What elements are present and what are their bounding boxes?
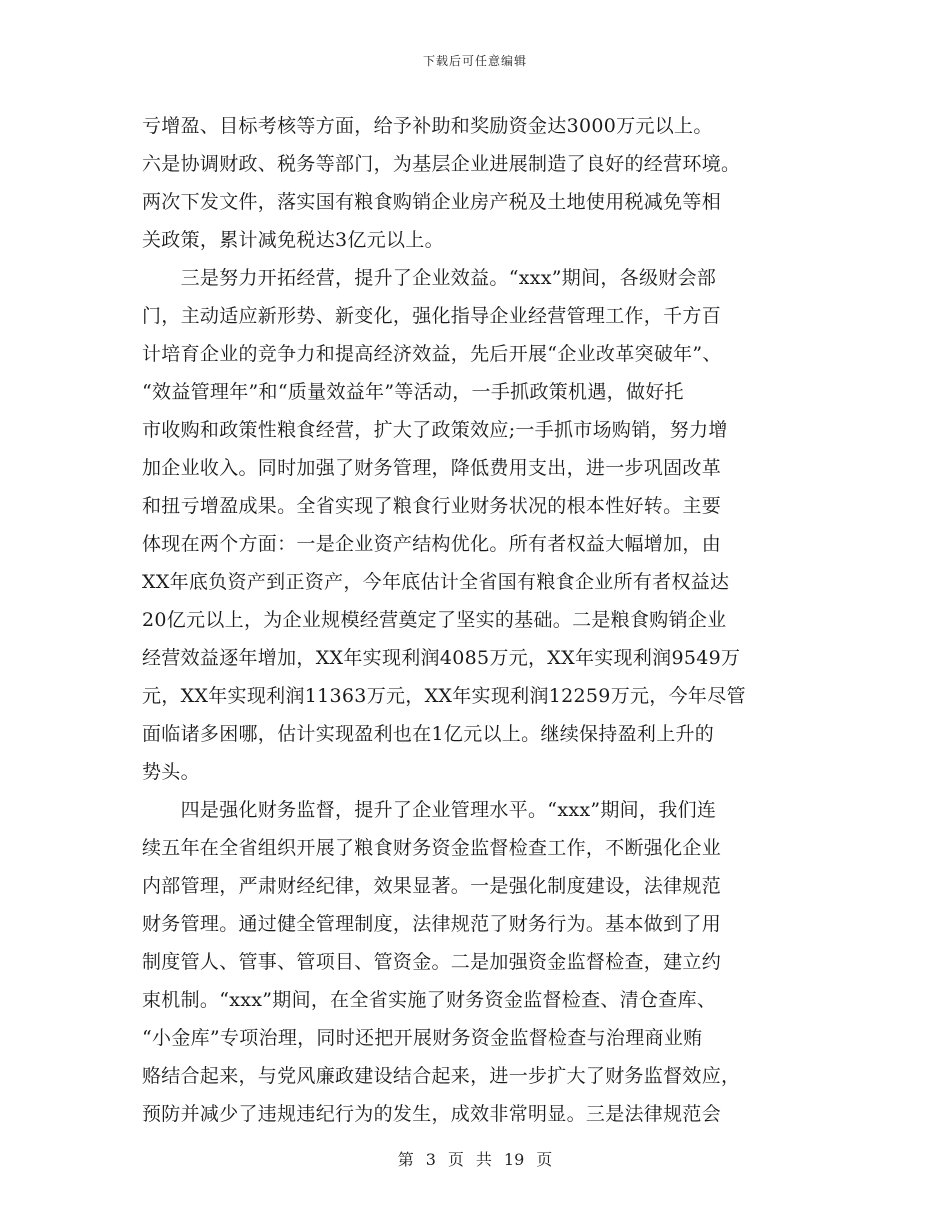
total-label: 共: [475, 1150, 492, 1169]
text-line: 关政策，累计减免税达3亿元以上。: [142, 229, 444, 251]
page-header: 下载后可任意编辑: [422, 54, 527, 68]
page-label: 第: [397, 1150, 414, 1169]
page-footer: [0, 1147, 950, 1170]
text-line: 续五年在全省组织开展了粮食财务资金监督检查工作，不断强化企业: [142, 837, 722, 859]
text-line: 面临诸多困哪，估计实现盈利也在1亿元以上。继续保持盈利上升的: [142, 723, 715, 745]
text-line: 经营效益逐年增加，XX年实现利润4085万元，XX年实现利润9549万: [142, 647, 741, 669]
text-line: 亏增盈、目标考核等方面，给予补助和奖励资金达3000万元以上。: [142, 115, 713, 137]
text-line: 市收购和政策性粮食经营，扩大了政策效应;一手抓市场购销，努力增: [142, 419, 728, 441]
text-line: 门，主动适应新形势、新变化，强化指导企业经营管理工作，千方百: [142, 305, 722, 327]
text-line: 20亿元以上，为企业规模经营奠定了坚实的基础。二是粮食购销企业: [142, 609, 727, 631]
text-line: 束机制。“xxx”期间，在全省实施了财务资金监督检查、清仓查库、: [142, 989, 717, 1011]
text-line: 四是强化财务监督，提升了企业管理水平。“xxx”期间，我们连: [142, 799, 717, 821]
text-line: 六是协调财政、税务等部门，为基层企业进展制造了良好的经营环境。: [142, 153, 741, 175]
text-line: 元，XX年实现利润11363万元，XX年实现利润12259万元，今年尽管: [142, 685, 746, 707]
text-line: 和扭亏增盈成果。全省实现了粮食行业财务状况的根本性好转。主要: [142, 495, 722, 517]
text-line: XX年底负资产到正资产，今年底估计全省国有粮食企业所有者权益达: [142, 571, 730, 593]
page-unit: 页: [447, 1150, 464, 1169]
text-line: 三是努力开拓经营，提升了企业效益。“xxx”期间，各级财会部: [142, 267, 717, 289]
document-body: [142, 107, 812, 1133]
text-line: 制度管人、管事、管项目、管资金。二是加强资金监督检查，建立约: [142, 951, 722, 973]
total-unit: 页: [536, 1150, 553, 1169]
text-line: 势头。: [142, 761, 200, 783]
text-line: 计培育企业的竞争力和提高经济效益，先后开展“企业改革突破年”、: [142, 343, 722, 365]
text-line: “小金库”专项治理，同时还把开展财务资金监督检查与治理商业贿: [142, 1027, 703, 1049]
text-line: “效益管理年”和“质量效益年”等活动，一手抓政策机遇，做好托: [142, 381, 684, 403]
text-line: 内部管理，严肃财经纪律，效果显著。一是强化制度建设，法律规范: [142, 875, 722, 897]
text-line: 加企业收入。同时加强了财务管理，降低费用支出，进一步巩固改革: [142, 457, 722, 479]
text-line: 赂结合起来，与党风廉政建设结合起来，进一步扩大了财务监督效应，: [142, 1065, 741, 1087]
page-number: 3: [425, 1150, 436, 1169]
text-line: 体现在两个方面：一是企业资产结构优化。所有者权益大幅增加，由: [142, 533, 722, 555]
total-pages: 19: [503, 1150, 525, 1169]
text-line: 预防并减少了违规违纪行为的发生，成效非常明显。三是法律规范会: [142, 1103, 722, 1125]
text-line: 两次下发文件，落实国有粮食购销企业房产税及土地使用税减免等相: [142, 191, 722, 213]
text-line: 财务管理。通过健全管理制度，法律规范了财务行为。基本做到了用: [142, 913, 722, 935]
